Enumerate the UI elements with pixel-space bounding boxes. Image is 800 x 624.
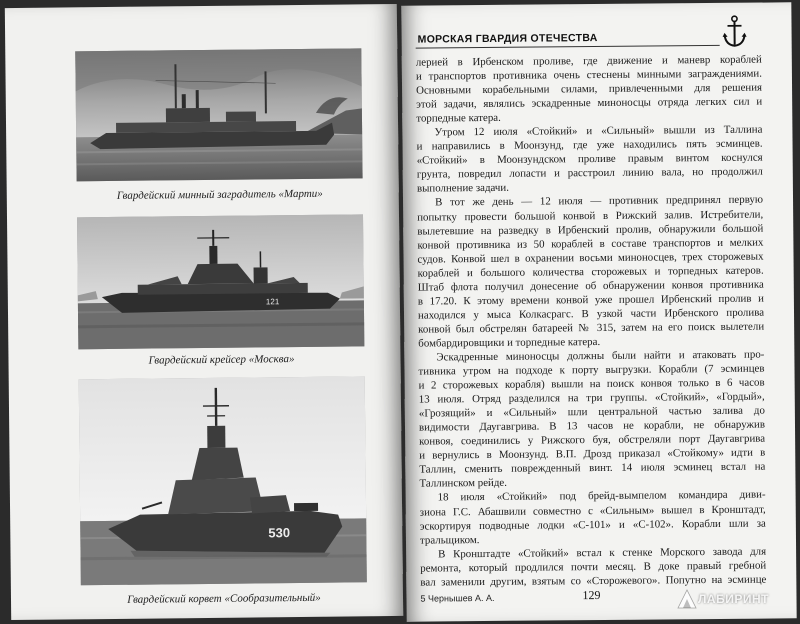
text-line: кораблей и большого количества сторожевых и торпедных катеров. <box>417 264 764 280</box>
footer-author: 5 Чернышев А. А. <box>420 592 495 604</box>
text-line: попытку провести большой конвой в Рижский залив. Истребители, <box>417 208 764 224</box>
text-line: конвой противника из 50 кораблей в составе транспортов и мелких <box>417 236 764 252</box>
left-page <box>5 4 403 620</box>
running-header <box>411 14 781 53</box>
text-line: в 17.20. К этому времени конвой уже прошел Ирбенский пролив и <box>417 292 764 308</box>
header-rule <box>416 45 720 49</box>
photo-corvette <box>79 376 367 585</box>
text-line: тральщиком. <box>419 533 480 547</box>
text-line: лерией в Ирбенском проливе, где движение и маневр кораблей <box>415 53 762 69</box>
text-line: и направились в Моонзунд, где уже находились пять эсминцев. <box>416 137 763 153</box>
text-line: «Грозящий» и «Сильный» шли центральной частью залива до <box>418 404 765 420</box>
cruiser-hull-number: 121 <box>265 297 280 307</box>
caption-minelayer: Гвардейский минный заградитель «Марти» <box>116 187 323 202</box>
text-line: торпедные катера. <box>416 112 501 125</box>
body-text <box>415 53 767 589</box>
text-line: Основными корабельными силами, привлеченными для решения <box>416 81 763 97</box>
anchor-icon <box>721 15 747 49</box>
text-line: и транспортов противника очень стеснены минными заграждениями. <box>415 67 762 83</box>
text-line: В Кронштадте «Стойкий» встал к стенке Морского завода для <box>438 545 767 561</box>
text-line: 13 июля. Отряд разделился на три группы. «Стойкий», «Гордый», <box>418 390 765 406</box>
text-line: вылетевшие на разведку в Ирбенский пролив, обнаружили большой <box>417 222 764 238</box>
text-line: Штаб флота получил донесение об обнаружении конвоя противника <box>417 278 764 294</box>
photo-cruiser-moskva <box>77 214 364 349</box>
text-line: находился у мыса Колкасрагс. В узкой части Ирбенского пролива <box>417 306 765 322</box>
caption-cruiser: Гвардейский крейсер «Москва» <box>148 353 295 367</box>
caption-corvette: Гвардейский корвет «Сообразительный» <box>127 591 321 606</box>
text-line: конвоя, соединились у Рижского буя, обстреляли порт Даугавгрива <box>419 432 766 448</box>
text-line: эскортируя подводные лодки «С-101» и «С-102». Корабли шли за <box>419 517 766 533</box>
text-line: зиона Г.С. Абашвили совместно с «Сильным» вышел в Кронштадт, <box>419 503 766 519</box>
text-line: ремонта, который продлился почти месяц. В доке правый гребной <box>420 559 767 575</box>
text-line: Таллинском рейде. <box>419 477 508 490</box>
text-line: бомбардировщики и торпедные катера. <box>418 335 601 350</box>
page-number: 129 <box>582 587 601 603</box>
watermark <box>676 586 794 612</box>
text-line: тивника утром на подходе к порту выгрузки. Корабли (7 эсминцев <box>418 362 765 378</box>
text-line: судов. Конвой шел в охранении восьми миноносцев, трех сторожевых <box>417 250 764 266</box>
text-line: конвой был обстрелян батареей № 315, затем на его поиск вылетели <box>418 320 765 336</box>
text-line: вал заменили другим, взятым со «Сторожевого». Попутно на эсминце <box>420 573 767 589</box>
text-line: видимости Даугавгрива. В 13 часов не корабли, не обнаружив <box>418 418 766 434</box>
text-line: и 2 сторожевых корабля) вышли на поиск конвоя только в 6 часов <box>418 376 765 392</box>
text-line: Эскадренные миноносцы должны были найти и атаковать про- <box>436 348 765 364</box>
labirint-logo-icon <box>676 588 698 610</box>
text-line: Утром 12 июля «Стойкий» и «Сильный» вышли из Таллина <box>434 123 763 139</box>
right-page <box>401 2 796 621</box>
text-line: Таллин, сменить поврежденный винт. 14 июля эсминец встал на <box>419 460 766 476</box>
watermark-text: ЛАБИРИНТ <box>698 592 769 606</box>
text-line: 18 июля «Стойкий» под брейд-вымпелом командира диви- <box>437 489 766 504</box>
text-line: «Стойкий» в Моонзундском проливе правым винтом коснулся <box>416 151 763 167</box>
text-line: выполнение задачи. <box>416 182 509 196</box>
text-line: и вернулись в Моонзунд. В.П. Дрозд приказал «Стойкому» идти в <box>419 446 766 462</box>
text-line: грунта, повредил лопасти и расстроил линию вала, но продолжил <box>416 165 763 181</box>
header-title: МОРСКАЯ ГВАРДИЯ ОТЕЧЕСТВА <box>417 32 598 46</box>
photo-minelayer-marti <box>75 48 362 181</box>
text-line: В тот же день — 12 июля — противник предпринял первую <box>434 194 764 209</box>
corvette-hull-number: 530 <box>268 525 291 541</box>
text-line: этой задачи, являлись эскадренные миноносцы отряда легких сил и <box>416 95 763 111</box>
